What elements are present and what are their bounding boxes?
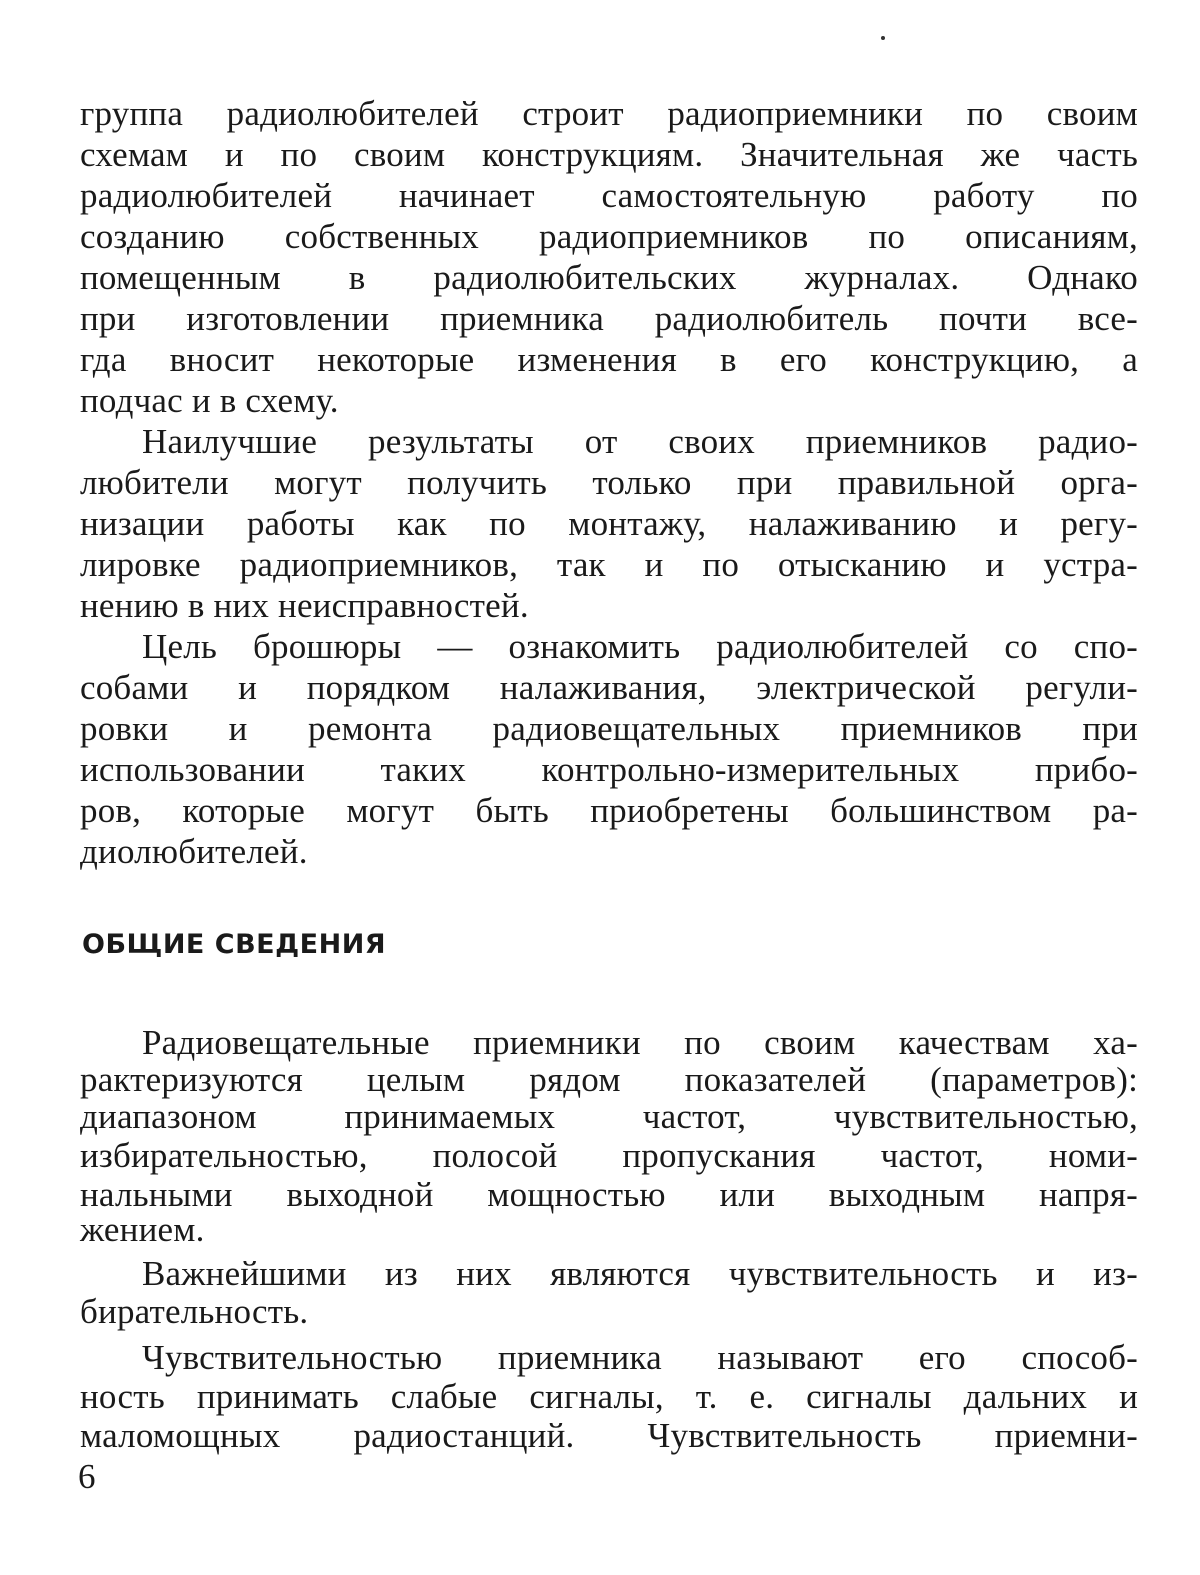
text-line: созданию собственных радиоприемников по описаниям, xyxy=(80,217,1138,256)
text-line: помещенным в радиолюбительских журналах. Однако xyxy=(80,258,1138,297)
text-line: избирательностью, полосой пропускания частот, номи- xyxy=(80,1136,1138,1175)
text-line: нальными выходной мощностью или выходным напря- xyxy=(80,1175,1138,1214)
section-heading: ОБЩИЕ СВЕДЕНИЯ xyxy=(82,929,387,960)
text-line: ность принимать слабые сигналы, т. е. сигналы дальних и xyxy=(80,1377,1138,1416)
text-line: использовании таких контрольно-измерительных прибо- xyxy=(80,750,1138,789)
page-number: 6 xyxy=(78,1457,96,1496)
text-line: ров, которые могут быть приобретены большинством ра- xyxy=(80,791,1138,830)
print-speck xyxy=(881,36,885,40)
text-line: Наилучшие результаты от своих приемников радио- xyxy=(142,422,1138,461)
text-line: лировке радиоприемников, так и по отысканию и устра- xyxy=(80,545,1138,584)
text-line: бирательность. xyxy=(80,1292,309,1331)
text-line: радиолюбителей начинает самостоятельную работу по xyxy=(80,176,1138,215)
text-line: гда вносит некоторые изменения в его конструкцию, а xyxy=(80,340,1138,379)
text-line: группа радиолюбителей строит радиоприемники по своим xyxy=(80,94,1138,133)
text-line: Важнейшими из них являются чувствительность и из- xyxy=(142,1254,1138,1293)
text-line: Цель брошюры — ознакомить радиолюбителей со спо- xyxy=(142,627,1138,666)
text-line: любители могут получить только при правильной орга- xyxy=(80,463,1138,502)
text-line: рактеризуются целым рядом показателей (параметров): xyxy=(80,1060,1138,1099)
text-line: подчас и в схему. xyxy=(80,381,339,420)
text-line: Чувствительностью приемника называют его способ- xyxy=(142,1338,1138,1377)
text-line: маломощных радиостанций. Чувствительность приемни- xyxy=(80,1416,1138,1455)
text-line: схемам и по своим конструкциям. Значительная же часть xyxy=(80,135,1138,174)
text-line: диолюбителей. xyxy=(80,832,308,871)
text-line: при изготовлении приемника радиолюбитель почти все- xyxy=(80,299,1138,338)
text-line: низации работы как по монтажу, налаживанию и регу- xyxy=(80,504,1138,543)
text-line: жением. xyxy=(80,1210,205,1249)
text-line: Радиовещательные приемники по своим качествам ха- xyxy=(142,1023,1138,1062)
text-line: диапазоном принимаемых частот, чувствительностью, xyxy=(80,1097,1138,1136)
text-line: ровки и ремонта радиовещательных приемников при xyxy=(80,709,1138,748)
text-line: собами и порядком налаживания, электрической регули- xyxy=(80,668,1138,707)
text-line: нению в них неисправностей. xyxy=(80,586,529,625)
